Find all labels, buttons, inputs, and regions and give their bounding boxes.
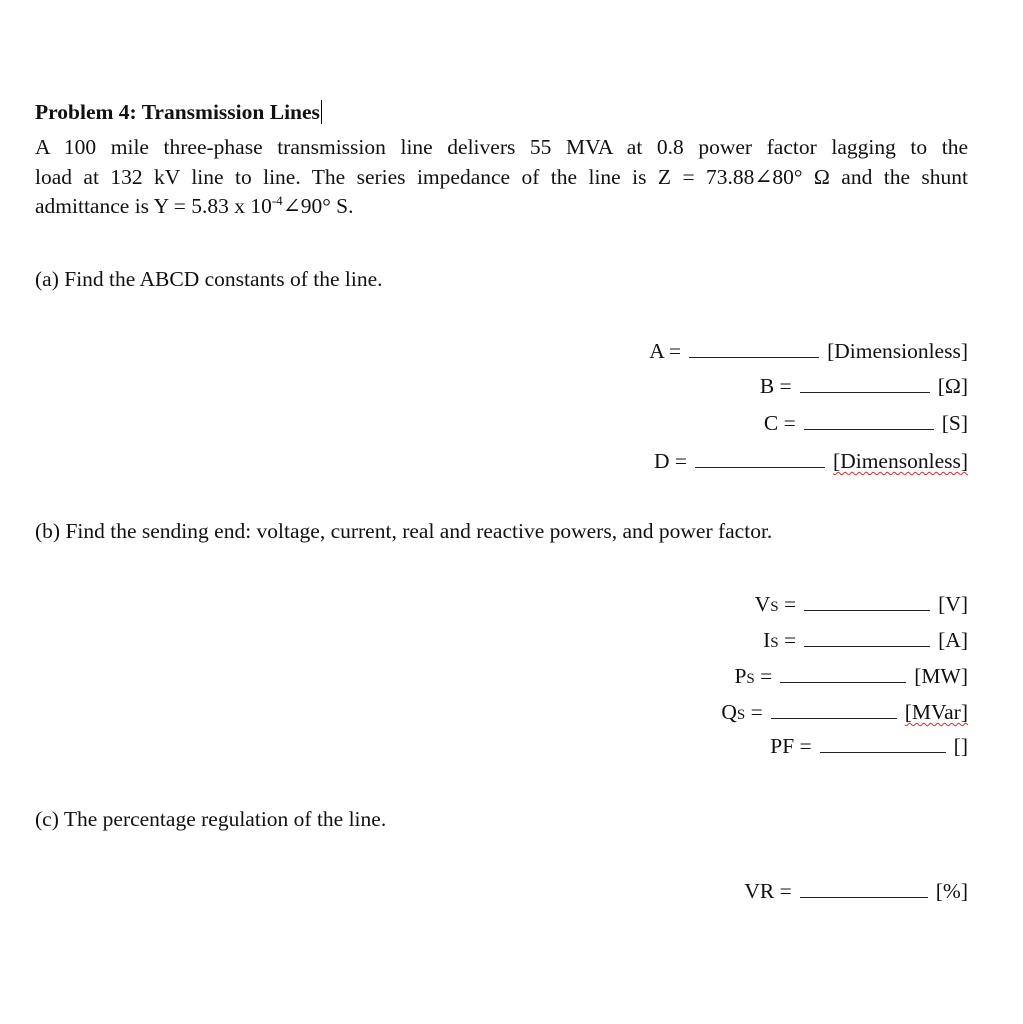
answer-unit-c: [S] [941,411,968,435]
answer-row-a [649,338,968,364]
answer-label-a: A = [649,339,682,363]
label-main: Q [721,700,737,724]
answer-blank-qs[interactable] [771,700,897,719]
answer-blank-ps[interactable] [780,664,906,683]
label-main: P [734,664,747,688]
answer-label-d: D = [654,449,688,473]
answer-row-c [764,410,968,436]
label-subscript: S [770,635,779,651]
part-c-prompt: (c) The percentage regulation of the line. [35,807,387,831]
statement-line-1: A 100 mile three-phase transmission line delivers 55 MVA at 0.8 power factor lagging to the [35,135,968,159]
answer-unit-b: [Ω] [937,374,968,398]
answer-blank-vr[interactable] [800,879,928,898]
answer-blank-a[interactable] [689,339,819,358]
answer-unit-pf: [] [953,734,968,758]
answer-row-b [760,373,968,399]
answer-blank-b[interactable] [800,374,930,393]
label-equals: = [778,592,797,616]
part-a-prompt: (a) Find the ABCD constants of the line. [35,267,383,291]
exponent: -4 [271,193,283,208]
problem-title-text: Problem 4: Transmission Lines [35,100,320,124]
answer-row-pf [770,733,968,759]
answer-label-is [763,627,796,656]
answer-label-pf [770,733,811,759]
answer-label-vs [755,591,796,620]
label-subscript: S [746,671,755,687]
label-equals: = [778,628,797,652]
label-main: I [763,628,771,652]
answer-blank-d[interactable] [695,449,825,468]
answer-unit-ps: [MW] [914,664,968,688]
answer-unit-qs-spellcheck-flagged: [MVar] [904,700,968,724]
answer-blank-pf[interactable] [820,734,946,753]
answer-unit-a: [Dimensionless] [827,339,968,363]
answer-unit-is: [A] [938,628,968,652]
answer-label-qs [721,699,762,728]
answer-row-ps [734,663,968,692]
answer-row-vs [755,591,968,620]
label-subscript: S [770,599,779,615]
statement-line-3 [35,192,968,222]
answer-label-b: B = [759,374,792,398]
part-b-prompt: (b) Find the sending end: voltage, current, real and reactive powers, and power factor. [35,519,773,543]
problem-statement [35,133,968,222]
problem-title [35,99,322,125]
label-main: PF = [770,734,812,758]
statement-line-3-suffix: ∠90° S. [282,194,354,218]
answer-row-d [654,448,968,474]
answer-row-is [763,627,968,656]
label-equals: = [754,664,773,688]
answer-label-c: C = [763,411,796,435]
answer-blank-is[interactable] [804,628,930,647]
answer-row-vr [744,878,968,904]
label-main: V [754,592,771,616]
statement-line-3-prefix: admittance is Y = 5.83 x 10 [35,194,272,218]
answer-label-vr: VR = [744,879,792,903]
answer-row-qs [721,699,968,728]
label-equals: = [745,700,763,724]
answer-unit-d-spellcheck-flagged: [Dimensonless] [833,449,968,473]
answer-label-ps [734,663,772,692]
answer-unit-vr: [%] [935,879,968,903]
answer-blank-c[interactable] [804,411,934,430]
text-cursor [321,100,323,124]
label-subscript: S [736,707,746,723]
answer-blank-vs[interactable] [804,592,930,611]
answer-unit-vs: [V] [938,592,968,616]
statement-line-2: load at 132 kV line to line. The series impedance of the line is Z = 73.88∠80° Ω and the shunt [35,164,968,189]
